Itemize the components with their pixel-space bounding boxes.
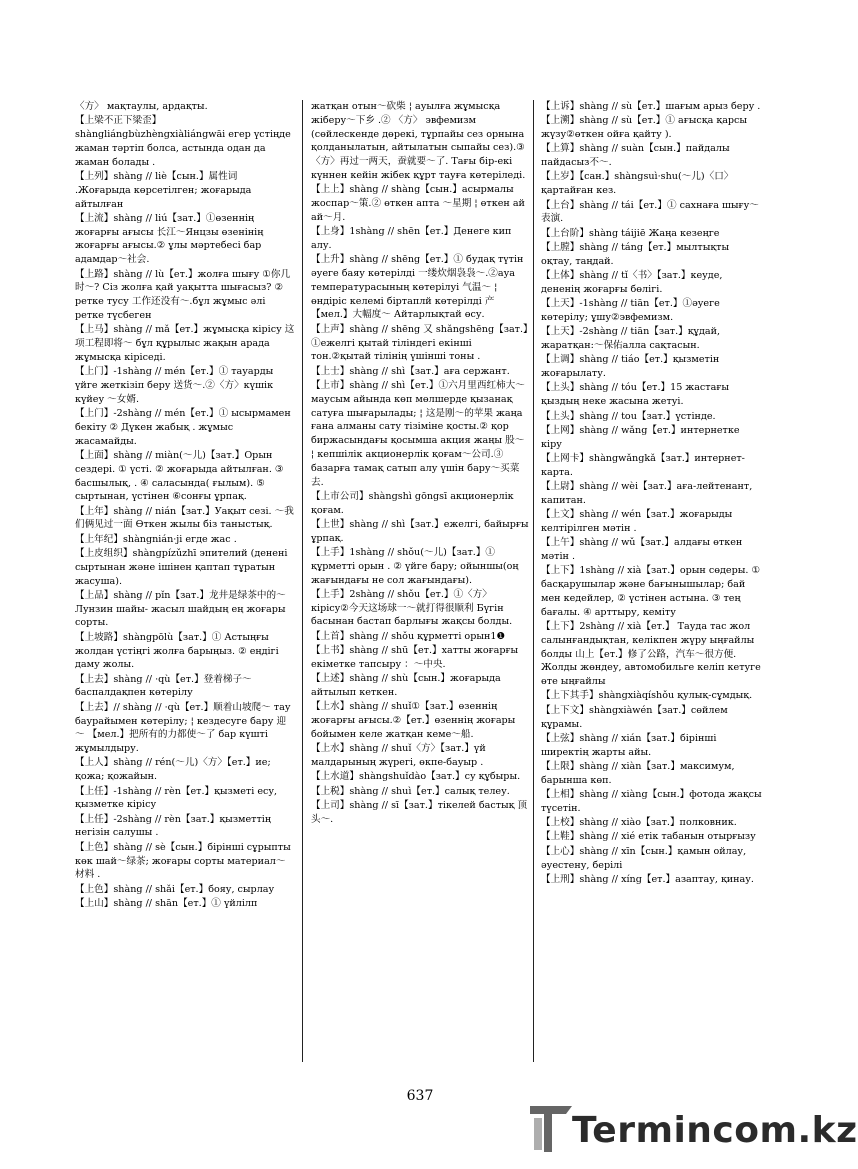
dictionary-entry: 【上门】-2shàng // mén【ет.】① ысырмамен бекіту ② Дүкен жабық . жұмыс жасамайды. [75, 408, 291, 447]
dictionary-entry: 【上年纪】shàngnián·ji егде жас . [75, 533, 237, 545]
dictionary-entry: 【上市】shàng // shì【ет.】①六月里西红柿大～ маусым айында көп мөлшерде қызанақ сатуға шығарылады; ¦ 这是刚～的苹果 жаңа ғана алманы сату тізіміне қосты.② қор биржасындағы қосымша акция жаңы 股～ ¦ кепшілік акционерлік қоғам～公司.③ базарға тамақ сатып алу үшін бару～买菜去. [311, 379, 525, 488]
watermark-text: Termincom.kz [572, 1110, 858, 1151]
dictionary-entry: 【上马】shàng // mǎ【ет.】жұмысқа кірісу 这项工程即将～ бұл құрылыс жақын арада жұмысқа кіріседі. [75, 324, 295, 363]
dictionary-entry: 【上路】shàng // lù【ет.】жолға шығу ①你几时～? Сіз жолға қай уақытта шығасыз? ② ретке тусу 工作还没有～.бұл жұмыс әлі ретке түсбеген [75, 268, 291, 321]
dictionary-entry: 【上网】shàng // wǎng【ет.】интернетке кіру [541, 424, 740, 450]
dictionary-entry: 【上上】shàng // shàng【сын.】асырмалы жоспар～策.② өткен апта ～星期 ¦ өткен ай ай～月. [311, 184, 525, 223]
dictionary-entry: 【上限】shàng // xiàn【зат.】максимум, барынша көп. [541, 760, 735, 786]
page-number: 637 [406, 1088, 434, 1104]
dictionary-entry: 【上任】-1shàng // rèn【ет.】қызметі есу, қызметке кірісу [75, 785, 278, 811]
dictionary-entry: 【上膛】shàng // táng【ет.】мылтықты оқтау, таңдай. [541, 241, 730, 267]
dictionary-entry: 【上梁不正下梁歪】shàngliángbùzhèngxiàliángwāi егер үстіңде жаман тәртіп болса, астында одан да жаман болады . [75, 115, 291, 168]
dictionary-entry: 【上体】shàng // tǐ〈书〉【зат.】кеуде, дененің жоғарғы бөлігі. [541, 270, 723, 295]
dictionary-entry: 【上天】-2shàng // tiān【зат.】құдай, жаратқан:～保佑алла сақтасын. [541, 326, 721, 352]
dictionary-entry: 【上午】shàng // wǔ【зат.】алдағы өткен мәтін . [541, 537, 743, 562]
dictionary-column-3 [541, 100, 763, 1060]
dictionary-entry: 【上手】1shàng // shǒu(～儿)【зат.】① құрметті орын . ② үйге бару; ойыншы(оң жағындағы не сол жағындағы). [311, 547, 519, 586]
dictionary-entry: 【上皮组织】shàngpízǔzhī эпителий (денені сыртынан және ішінен қаптап тұратын жасуша). [75, 548, 288, 587]
dictionary-entry: 【上水道】shàngshuǐdào【зат.】су құбыры. [311, 771, 521, 783]
dictionary-entry: 【上山】shàng // shān【ет.】① үйлілп [75, 897, 258, 909]
dictionary-entry: 【上岁】【сан.】shàngsuì·shu(～儿)〈口〉қартайған кез. [541, 171, 734, 197]
dictionary-entry: 【上尉】shàng // wèi【зат.】аға-лейтенант, капитан. [541, 481, 753, 506]
dictionary-entry: жатқан отын～砍柴 ¦ ауылға жұмысқа жіберу～下乡 .② 〈方〉 эвфемизм (сөйлескенде дөрекі, тұрпайы сез орнына қолданылатын, айтылатын сыпайы сез).③〈方〉再过一两天，蚕就要～了. Тағы бір-екі күннен кейін жібек құрт тауға көтеріледі. [311, 101, 526, 181]
dictionary-entry: 【上流】shàng // liú【зат.】①өзеннің жоғарғы ағысы 长江～Янцзы өзенінің жоғарғы ағысы.② ұлы мәртебесі бар адамдар～社会. [75, 212, 264, 266]
dictionary-entry: 【上心】shàng // xīn【сын.】қамын ойлау, әуестену, берілі [541, 845, 747, 871]
dictionary-entry: 【上天】-1shàng // tiān【ет.】①әуеге көтерілу; ұшу②эвфемизм. [541, 298, 720, 323]
dictionary-entry: 【上税】shàng // shuì【ет.】салық телеу. [311, 785, 510, 797]
termincom-watermark-logo [522, 1100, 858, 1160]
dictionary-entry: 【上网卡】shàngwǎngkǎ【зат.】интернет-карта. [541, 452, 745, 478]
dictionary-entry: 【上品】shàng // pǐn【зат.】龙井是绿茶中的～ Лунзин шайы- жасыл шайдың ең жоғары сорты. [75, 589, 286, 629]
dictionary-entry: 【上述】shàng // shù【сын.】жоғарыда айтылып кеткен. [311, 673, 501, 698]
dictionary-entry: 【上年】shàng // nián【зат.】Уақыт сезі. ～我们俩见过一面 Өткен жылы біз таныстық. [75, 505, 294, 531]
dictionary-entry: 【上身】1shàng // shēn【ет.】Денеге кип алу. [311, 226, 512, 251]
dictionary-entry: 【上去】shàng // ·qù【ет.】登着梯子～ баспалдақпен көтерілу [75, 673, 252, 699]
dictionary-entry: 【上鞋】shàng // xié етік табанын отырғызу [541, 831, 756, 843]
dictionary-entry: 【上头】shàng // tóu【ет.】15 жастағы қыздың неке жасына жетуі. [541, 382, 729, 408]
dictionary-entry: 【上算】shàng // suàn【сын.】пайдалы пайдасыз不～. [541, 143, 730, 169]
dictionary-entry: 【上水】shàng // shuǐ〈方〉【зат.】үй малдарының жүрегі, өкпе-бауыр . [311, 743, 486, 768]
dictionary-entry: 【上升】shàng // shēng【ет.】① будақ түтін әуеге баяу көтерілді 一缕炊烟袅袅～.②ауа температурасының көтерілуі 气温～ ¦ өндіріс келемі біртаплй көтерілді 产【мел.】大幅度～ Айтарлықтай өсу. [311, 254, 524, 321]
dictionary-entry: 【上世】shàng // shì【зат.】ежелгі, байырғы ұрпақ. [311, 518, 529, 544]
dictionary-entry: 【上下其手】shàngxiàqíshǒu қулық-сұмдық. [541, 690, 753, 702]
dictionary-entry: 【上首】shàng // shǒu құрметті орын1❶ [311, 630, 506, 642]
dictionary-entry: 【上校】shàng // xiào【зат.】полковник. [541, 817, 737, 829]
dictionary-entry: 【上坡路】shàngpōlù【зат.】① Астыңғы жолдан үстіңгі жолға барыңыз. ② еңдігі даму жолы. [75, 631, 279, 671]
dictionary-entry: 【上台阶】shàng táijiē Жаңа кезеңге [541, 227, 720, 239]
dictionary-entry: 【上文】shàng // wén【зат.】жоғарыды келтірілген мәтін . [541, 509, 733, 534]
dictionary-entry: 【上任】-2shàng // rèn【зат.】қызметтің негізін салушы . [75, 813, 272, 839]
dictionary-entry: 【上相】shàng // xiàng【сын.】фотода жақсы түсетін. [541, 789, 762, 814]
dictionary-entry: 【上下文】shàngxiàwén【зат.】сөйлем құрамы. [541, 704, 728, 730]
dictionary-entry: 【上书】shàng // shū【ет.】хатты жоғарғы екіметке тапсыру ：～中央. [311, 645, 519, 670]
dictionary-entry: 〈方〉 мақтаулы, ардақты. [75, 101, 208, 112]
dictionary-entry: 【上色】shàng // sè【сын.】бірінші сұрыпты көк шай～绿茶; жоғары сорты материал～材料 . [75, 841, 291, 881]
dictionary-entry: 【上手】2shàng // shǒu【ет.】①〈方〉кірісу②今天这场球一～就打得很顺利 Бүгін басынан бастап барлығы жақсы болды. [311, 588, 513, 628]
dictionary-entry: 【上去】// shàng // ·qù【ет.】顺着山坡爬～ тау баурайымен көтерілу; ¦ кездесуге бару 迎～ 【мел.】把所有的力都使～了 бар күшті жұмылдыру. [75, 701, 291, 755]
dictionary-entry: 【上调】shàng // tiáo【ет.】қызметін жоғарылату. [541, 354, 720, 380]
dictionary-entry: 【上弦】shàng // xián【зат.】бірінші ширектің жарты айы. [541, 732, 717, 758]
dictionary-column-1 [75, 100, 295, 1060]
dictionary-entry: 【上溯】shàng // sù【ет.】① ағысқа қарсы жүзу②өткен ойға қайту ). [541, 115, 748, 141]
dictionary-entry: 【上色】shàng // shǎi【ет.】бояу, сырлау [75, 883, 275, 895]
dictionary-entry: 【上士】shàng // shì【зат.】аға сержант. [311, 365, 510, 377]
dictionary-entry: 【上人】shàng // rén(～儿)〈方〉【ет.】ие; қожа; қожайын. [75, 757, 271, 783]
column-divider [533, 100, 534, 1062]
dictionary-entry: 【上水】shàng // shuǐ①【зат.】өзеннің жоғарғы ағысы.②【ет.】өзеннің жоғары бойымен келе жатқан кеме～船. [311, 701, 516, 740]
dictionary-entry: 【上刑】shàng // xíng【ет.】азаптау, қинау. [541, 873, 754, 885]
dictionary-entry: 【上面】shàng // miàn(～儿)【зат.】Орын сездері. ① үсті. ② жоғарыда айтылған. ③ басшылық, . ④ саласында( ғылым). ⑤ сыртынан, үстінен ⑥сонғы ұрпақ. [75, 449, 284, 503]
column-divider [302, 100, 303, 1062]
dictionary-entry: 【上下】2shàng // xià【ет.】 Тауда тас жол салынғандықтан, келікпен жүру ыңғайлы болды 山上【ет.】修了公路，汽车～很方便. Жолды жөндеу, автомобильге келіп кетуге өте ыңғайлы [541, 620, 761, 688]
dictionary-entry: 【上下】1shàng // xià【зат.】орын сөдеры. ① басқарушылар және бағынышылар; бай мен кедейлер, ② үстінен астына. ③ тең бағалы. ④ арттыру, кеміту [541, 565, 761, 618]
dictionary-entry: 【上台】shàng // tái【ет.】① сахнаға шығу～表演. [541, 199, 759, 225]
dictionary-entry: 【上市公司】shàngshì gōngsī акционерлік қоғам. [311, 490, 514, 516]
dictionary-entry: 【上列】shàng // liè【сын.】属性词 .Жоғарыда көрсетілген; жоғарыда айтылған [75, 170, 252, 210]
dictionary-entry: 【上头】shàng // tou【зат.】үстінде. [541, 410, 716, 422]
dictionary-entry: 【上门】-1shàng // mén【ет.】① тауарды үйге жеткізіп беру 送货～.②〈方〉күшік күйеу ～女婿. [75, 366, 274, 405]
dictionary-column-2 [311, 100, 529, 1060]
dictionary-entry: 【上声】shàng // shēng 又 shǎngshēng【зат.】①ежелгі қытай тіліндегі екінші тон.②қытай тілінің үшінші тоны . [311, 323, 528, 363]
dictionary-entry: 【上司】shàng // sī【зат.】тікелей бастық 顶头～. [311, 799, 528, 825]
dictionary-entry: 【上诉】shàng // sù【ет.】шағым арыз беру . [541, 101, 761, 112]
